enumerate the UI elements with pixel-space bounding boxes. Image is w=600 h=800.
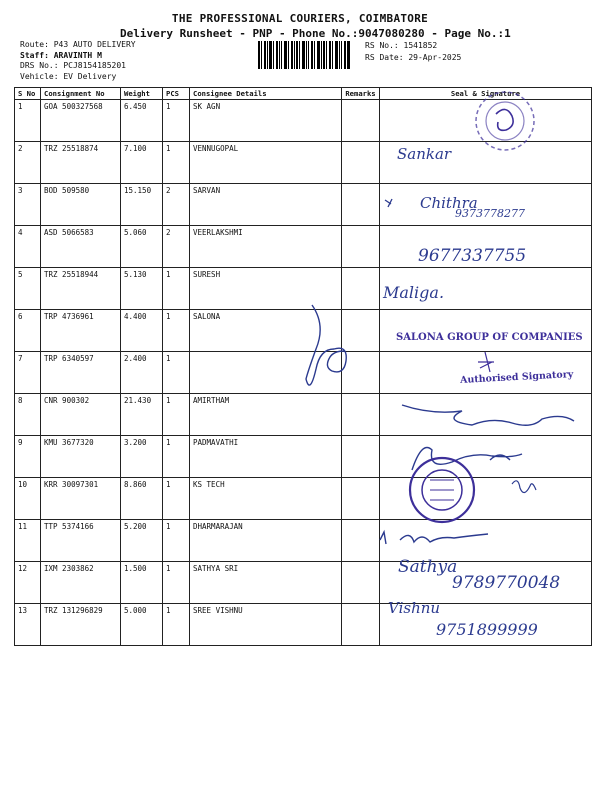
cell-sno: 13 (15, 604, 41, 646)
runsheet-subtitle: Delivery Runsheet - PNP - Phone No.:9047080280 - Page No.:1 (120, 27, 511, 40)
cell-remarks (342, 268, 380, 310)
cell-remarks (342, 478, 380, 520)
cell-consignment-no: ASD 5066583 (41, 226, 121, 268)
cell-consignee: SATHYA SRI (190, 562, 342, 604)
cell-sno: 2 (15, 142, 41, 184)
cell-sno: 7 (15, 352, 41, 394)
cell-consignee: SALONA (190, 310, 342, 352)
cell-pcs: 1 (163, 310, 190, 352)
table-row (15, 520, 592, 562)
handwriting-sankar: Sankar (397, 145, 452, 163)
handwriting-chithra: Chithra (420, 194, 478, 212)
cell-consignee: SARVAN (190, 184, 342, 226)
table-row (15, 100, 592, 142)
cell-weight: 15.150 (121, 184, 163, 226)
runsheet-table (14, 87, 592, 646)
cell-remarks (342, 142, 380, 184)
cell-sno: 11 (15, 520, 41, 562)
cell-pcs: 1 (163, 562, 190, 604)
cell-weight: 3.200 (121, 436, 163, 478)
cell-weight: 5.000 (121, 604, 163, 646)
cell-weight: 21.430 (121, 394, 163, 436)
header-left-block (20, 40, 136, 82)
cell-weight: 2.400 (121, 352, 163, 394)
handwriting-row4-phone: 9677337755 (418, 246, 527, 266)
handwriting-row12-phone: 9789770048 (452, 573, 561, 593)
cell-consignment-no: TRZ 25518944 (41, 268, 121, 310)
cell-pcs: 1 (163, 478, 190, 520)
drs-label: DRS No.: PCJ8154185201 (20, 61, 126, 70)
cell-seal-signature (380, 394, 592, 436)
col-header-sno: S No (15, 88, 41, 100)
col-header-consignee: Consignee Details (190, 88, 342, 100)
cell-sno: 9 (15, 436, 41, 478)
col-header-consignment: Consignment No (41, 88, 121, 100)
cell-sno: 8 (15, 394, 41, 436)
cell-consignment-no: KMU 3677320 (41, 436, 121, 478)
cell-weight: 5.130 (121, 268, 163, 310)
cell-consignee: SREE VISHNU (190, 604, 342, 646)
rs-number: RS No.: 1541852 (365, 41, 438, 50)
cell-seal-signature (380, 478, 592, 520)
cell-consignee: AMIRTHAM (190, 394, 342, 436)
cell-pcs: 1 (163, 142, 190, 184)
cell-consignee: DHARMARAJAN (190, 520, 342, 562)
route-label: Route: P43 AUTO DELIVERY (20, 40, 136, 49)
cell-consignee: SURESH (190, 268, 342, 310)
handwriting-sathya: Sathya (398, 557, 458, 577)
barcode-icon (258, 41, 350, 69)
cell-sno: 10 (15, 478, 41, 520)
cell-consignee: SK AGN (190, 100, 342, 142)
table-row (15, 142, 592, 184)
cell-seal-signature (380, 520, 592, 562)
cell-remarks (342, 310, 380, 352)
cell-sno: 5 (15, 268, 41, 310)
cell-consignee: VEERLAKSHMI (190, 226, 342, 268)
col-header-remarks: Remarks (342, 88, 380, 100)
cell-remarks (342, 562, 380, 604)
cell-consignment-no: BOD 509580 (41, 184, 121, 226)
stamp-authorised-signatory: Authorised Signatory (459, 369, 574, 386)
handwriting-maliga: Maliga. (383, 283, 445, 302)
handwriting-vishnu: Vishnu (388, 599, 441, 617)
cell-consignment-no: CNR 900302 (41, 394, 121, 436)
cell-sno: 4 (15, 226, 41, 268)
cell-seal-signature (380, 310, 592, 352)
rs-date: RS Date: 29-Apr-2025 (365, 53, 462, 62)
col-header-weight: Weight (121, 88, 163, 100)
table-row (15, 478, 592, 520)
cell-seal-signature (380, 100, 592, 142)
cell-consignee: PADMAVATHI (190, 436, 342, 478)
cell-consignment-no: TRP 6340597 (41, 352, 121, 394)
table-row (15, 394, 592, 436)
handwriting-row3-phone: 9373778277 (455, 207, 525, 220)
cell-consignment-no: TRZ 25518874 (41, 142, 121, 184)
cell-pcs: 2 (163, 184, 190, 226)
col-header-pcs: PCS (163, 88, 190, 100)
cell-pcs: 1 (163, 604, 190, 646)
table-header-row (15, 88, 592, 100)
cell-consignment-no: TRZ 131296829 (41, 604, 121, 646)
cell-consignment-no: KRR 30097301 (41, 478, 121, 520)
cell-consignment-no: TTP 5374166 (41, 520, 121, 562)
company-title: THE PROFESSIONAL COURIERS, COIMBATORE (171, 12, 429, 25)
cell-weight: 5.200 (121, 520, 163, 562)
cell-weight: 1.500 (121, 562, 163, 604)
cell-weight: 4.400 (121, 310, 163, 352)
col-header-seal: Seal & Signature (380, 88, 592, 100)
cell-pcs: 1 (163, 520, 190, 562)
handwriting-row13-phone: 9751899999 (436, 620, 538, 639)
cell-seal-signature (380, 436, 592, 478)
vehicle-label: Vehicle: EV Delivery (20, 71, 117, 81)
cell-remarks (342, 352, 380, 394)
cell-sno: 12 (15, 562, 41, 604)
cell-consignee: KS TECH (190, 478, 342, 520)
cell-weight: 8.860 (121, 478, 163, 520)
cell-remarks (342, 520, 380, 562)
table-row (15, 310, 592, 352)
cell-weight: 5.060 (121, 226, 163, 268)
cell-remarks (342, 184, 380, 226)
staff-label: Staff: ARAVINTH M (20, 50, 102, 60)
cell-remarks (342, 436, 380, 478)
cell-remarks (342, 604, 380, 646)
cell-pcs: 1 (163, 100, 190, 142)
cell-pcs: 1 (163, 394, 190, 436)
header-right-block (365, 40, 461, 64)
cell-consignment-no: GOA 500327568 (41, 100, 121, 142)
cell-consignee: VENNUGOPAL (190, 142, 342, 184)
cell-consignment-no: TRP 4736961 (41, 310, 121, 352)
cell-pcs: 2 (163, 226, 190, 268)
cell-remarks (342, 100, 380, 142)
cell-remarks (342, 394, 380, 436)
stamp-company-name: SALONA GROUP OF COMPANIES (396, 332, 583, 343)
cell-sno: 3 (15, 184, 41, 226)
cell-consignment-no: IXM 2303862 (41, 562, 121, 604)
table-row (15, 268, 592, 310)
table-row (15, 436, 592, 478)
cell-consignee (190, 352, 342, 394)
cell-pcs: 1 (163, 436, 190, 478)
cell-remarks (342, 226, 380, 268)
cell-sno: 6 (15, 310, 41, 352)
cell-weight: 6.450 (121, 100, 163, 142)
cell-weight: 7.100 (121, 142, 163, 184)
cell-pcs: 1 (163, 268, 190, 310)
cell-sno: 1 (15, 100, 41, 142)
cell-pcs: 1 (163, 352, 190, 394)
